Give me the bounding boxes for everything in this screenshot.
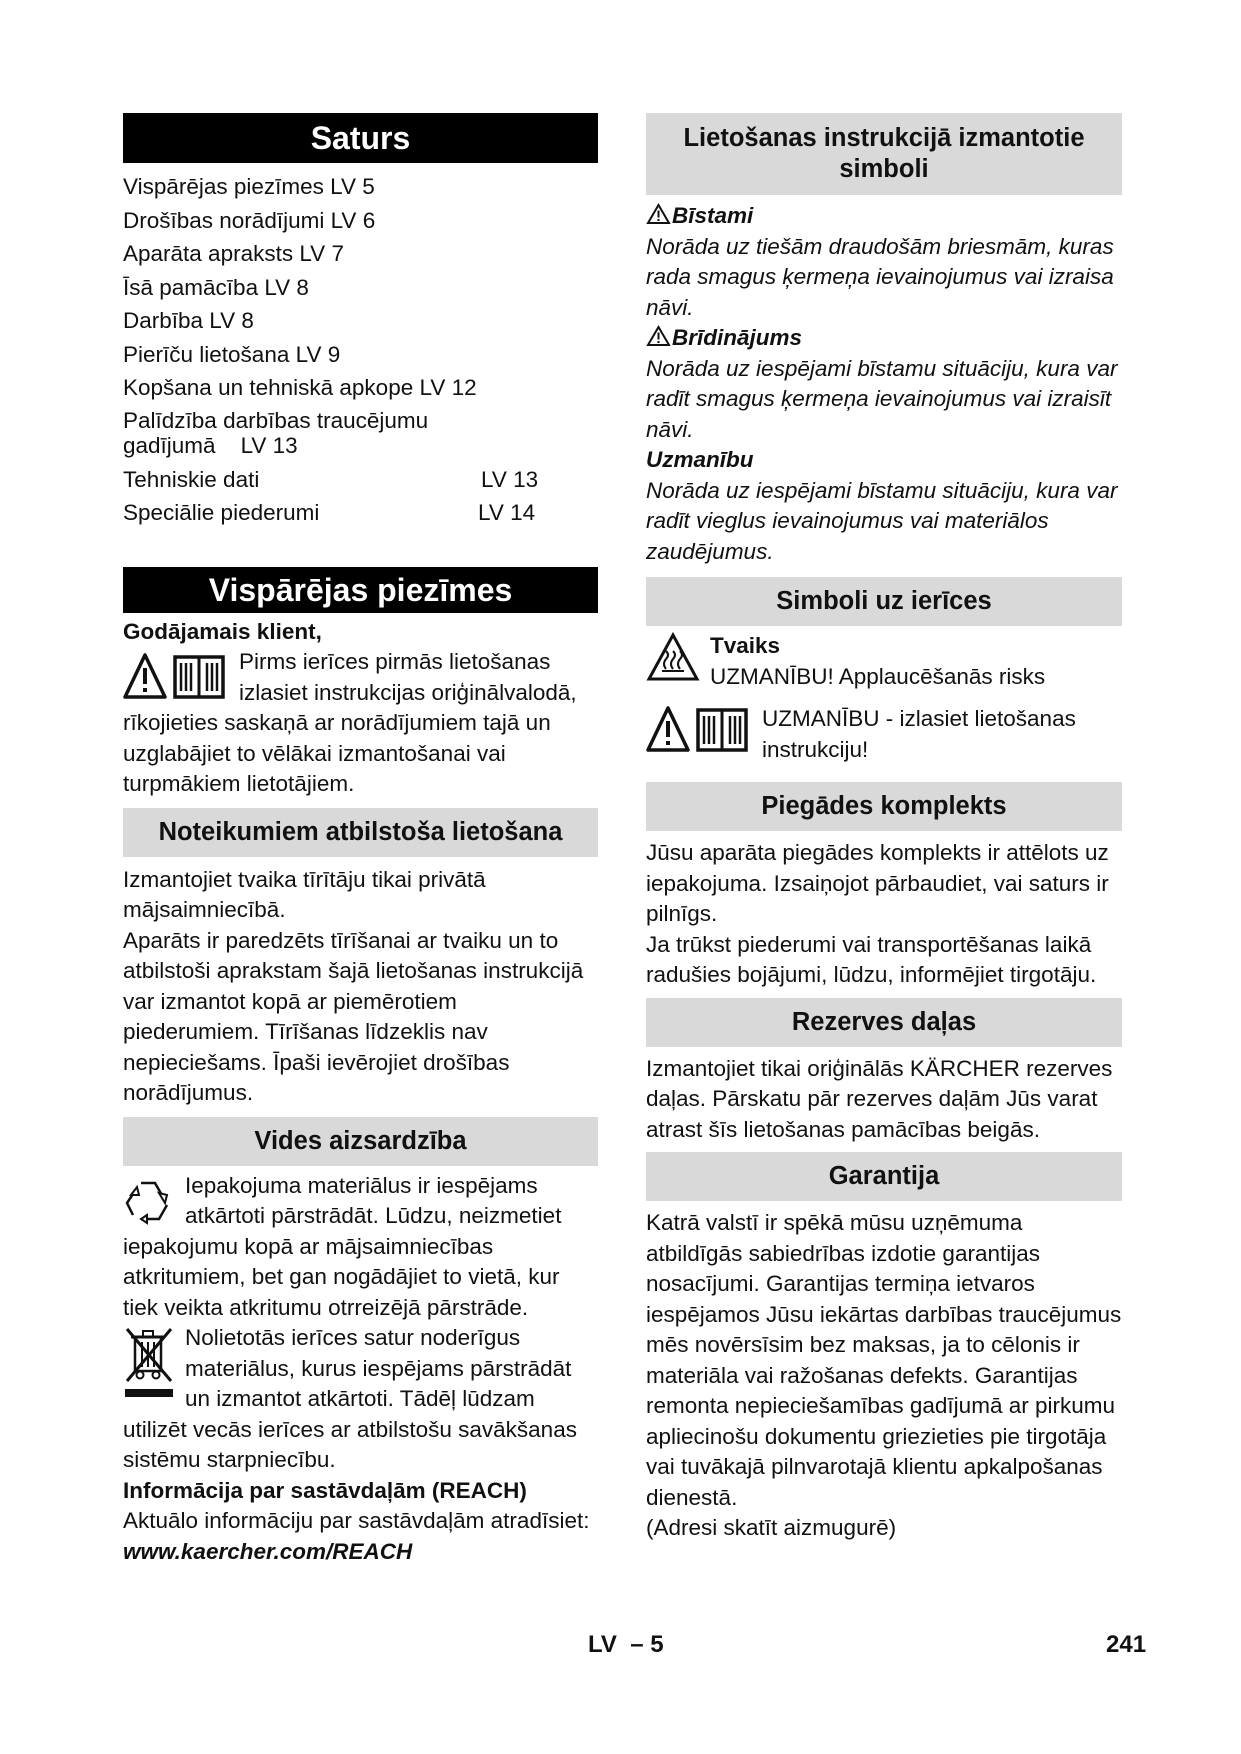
page-number: 241 (1106, 1631, 1147, 1658)
warranty-text: Katrā valstī ir spēkā mūsu uzņēmuma atbildīgās sabiedrības izdotie garantijas nosacījumi. Garantijas termiņa ietvaros iespējamos Jūsu iekārtas darbības traucējumus mēs novērsīsim bez maksas, ja to cēlonis ir materiāla vai ražošanas defekts. Garantijas remonta nepieciešamības gadījumā ar pirkumu apliecinošu dokumentu griezieties pie tirgotāja vai tuvākajā pilnvarotajā klientu apkalpošanas dienestā. (646, 1210, 1122, 1510)
recycle-block (123, 1171, 598, 1324)
toc-item-troubleshooting[interactable] (123, 405, 598, 463)
reach-text: Aktuālo informāciju par sastāvdaļām atradīsiet: (123, 1508, 590, 1533)
hot-steam-icon (646, 631, 700, 688)
delivery-p2: Ja trūkst piederumi vai transportēšanas laikā radušies bojājumi, lūdzu, informējiet tirgotāju. (646, 931, 1097, 987)
warning-label-line (646, 323, 1122, 354)
toc-item[interactable]: Īsā pamācība LV 8 (123, 274, 309, 300)
steam-symbol-row (646, 631, 1122, 692)
reach-url-link[interactable]: www.kaercher.com/REACH (123, 1538, 413, 1564)
book-icon (646, 704, 752, 756)
toc-item-line: Palīdzība darbības traucējumu (123, 407, 429, 433)
read-manual-icons (646, 704, 752, 761)
danger-label: Bīstami (672, 203, 754, 228)
warning-text: Norāda uz iespējami bīstamu situāciju, kura var radīt smagus ķermeņa ievainojumus vai izraisīt nāvi. (646, 355, 1118, 442)
greeting: Godājamais klient, (123, 618, 322, 644)
crossed-bin-icon (123, 1325, 175, 1410)
toc-item-line: gadījumā LV 13 (123, 432, 298, 458)
intended-use-title: Noteikumiem atbilstoša lietošana (123, 808, 598, 857)
warning-triangle-icon (123, 651, 229, 703)
toc-item-page: LV 13 (481, 466, 539, 492)
warranty-address-note: (Adresi skatīt aizmugurē) (646, 1515, 897, 1540)
delivery-title: Piegādes komplekts (646, 782, 1122, 831)
read-manual-icons (123, 651, 229, 708)
general-notes-block (123, 647, 598, 800)
read-manual-text: UZMANĪBU - izlasiet lietošanas instrukciju! (762, 706, 1076, 762)
recycle-icon (123, 1177, 175, 1230)
general-notes-text: Pirms ierīces pirmās lietošanas izlasiet instrukcijas oriģinālvalodā, rīkojieties saskaņā ar norādījumiem tajā un uzglabājiet to vēlākai izmantošanai vai turpmākiem lietotājiem. (123, 649, 577, 796)
toc-item-accessories[interactable] (123, 496, 598, 530)
steam-label: Tvaiks (710, 633, 781, 658)
recycle-text: Iepakojuma materiālus ir iespējams atkārtoti pārstrādāt. Lūdzu, neizmetiet iepakojumu kopā ar mājsaimniecības atkritumiem, bet gan nogādājiet to vietā, kur tiek veikta atkritumu otrreizējā pārstrāde. (123, 1172, 562, 1320)
danger-text: Norāda uz tiešām draudošām briesmām, kuras rada smagus ķermeņa ievainojumus vai izraisa nāvi. (646, 233, 1114, 320)
spare-parts-title: Rezerves daļas (646, 998, 1122, 1047)
toc-list (123, 170, 598, 530)
caution-text: Norāda uz iespējami bīstamu situāciju, kura var radīt vieglus ievainojumus vai materiālos zaudējumus. (646, 477, 1118, 564)
toc-title: Saturs (123, 113, 598, 163)
toc-item[interactable]: Kopšana un tehniskā apkope LV 12 (123, 375, 477, 400)
toc-item-label: Tehniskie dati (123, 466, 260, 492)
toc-item[interactable]: Vispārējas piezīmes LV 5 (123, 174, 375, 199)
toc-item[interactable]: Darbība LV 8 (123, 308, 254, 333)
weee-block (123, 1323, 598, 1476)
manual-symbols-list (646, 201, 1122, 567)
caution-label: Uzmanību (646, 447, 754, 472)
intended-use-p1: Izmantojiet tvaika tīrītāju tikai privātā mājsaimniecībā. (123, 866, 486, 922)
warranty-title: Garantija (646, 1152, 1122, 1201)
toc-item-page: LV 14 (478, 500, 536, 525)
spare-parts-text: Izmantojiet tikai oriģinālās KÄRCHER rezerves daļas. Pārskatu pār rezerves daļām Jūs varat atrast šīs lietošanas pamācības beigās. (646, 1055, 1113, 1142)
toc-item-label: Speciālie piederumi (123, 500, 320, 525)
footer-section-label: LV – 5 (588, 1631, 664, 1658)
warning-triangle-icon (646, 203, 671, 225)
delivery-p1: Jūsu aparāta piegādes komplekts ir attēlots uz iepakojuma. Izsaiņojot pārbaudiet, vai saturs ir pilnīgs. (646, 840, 1109, 926)
general-notes-title: Vispārējas piezīmes (123, 567, 598, 613)
steam-symbol-text (710, 631, 1045, 692)
weee-text: Nolietotās ierīces satur noderīgus materiālus, kurus iespējams pārstrādāt un izmantot atkārtoti. Tādēļ lūdzam utilizēt vecās ierīces ar atbilstošu savākšanas sistēmu starpniecību. (123, 1325, 577, 1472)
toc-item-technical-data[interactable] (123, 463, 598, 497)
toc-item[interactable]: Pierīču lietošana LV 9 (123, 341, 341, 367)
danger-label-line (646, 201, 1122, 232)
toc-item[interactable]: Aparāta apraksts LV 7 (123, 241, 344, 266)
intended-use-p2: Aparāts ir paredzēts tīrīšanai ar tvaiku un to atbilstoši aprakstam šajā lietošanas instrukcijā var izmantot kopā ar piemērotiem piederumiem. Tīrīšanas līdzeklis nav nepieciešams. Īpaši ievērojiet drošības norādījumus. (123, 927, 584, 1105)
book-icon (175, 657, 223, 697)
reach-title: Informācija par sastāvdaļām (REACH) (123, 1477, 527, 1503)
environment-title: Vides aizsardzība (123, 1117, 598, 1166)
right-column (646, 113, 1122, 1544)
steam-text: UZMANĪBU! Applaucēšanās risks (710, 663, 1046, 689)
manual-symbols-title: Lietošanas instrukcijā izmantotie simboli (646, 113, 1122, 195)
left-column (123, 113, 598, 1567)
device-symbols-title: Simboli uz ierīces (646, 577, 1122, 626)
warning-triangle-icon (646, 325, 671, 347)
toc-item[interactable]: Drošības norādījumi LV 6 (123, 207, 376, 233)
warning-label: Brīdinājums (672, 325, 803, 350)
read-manual-symbol-row (646, 704, 1122, 765)
